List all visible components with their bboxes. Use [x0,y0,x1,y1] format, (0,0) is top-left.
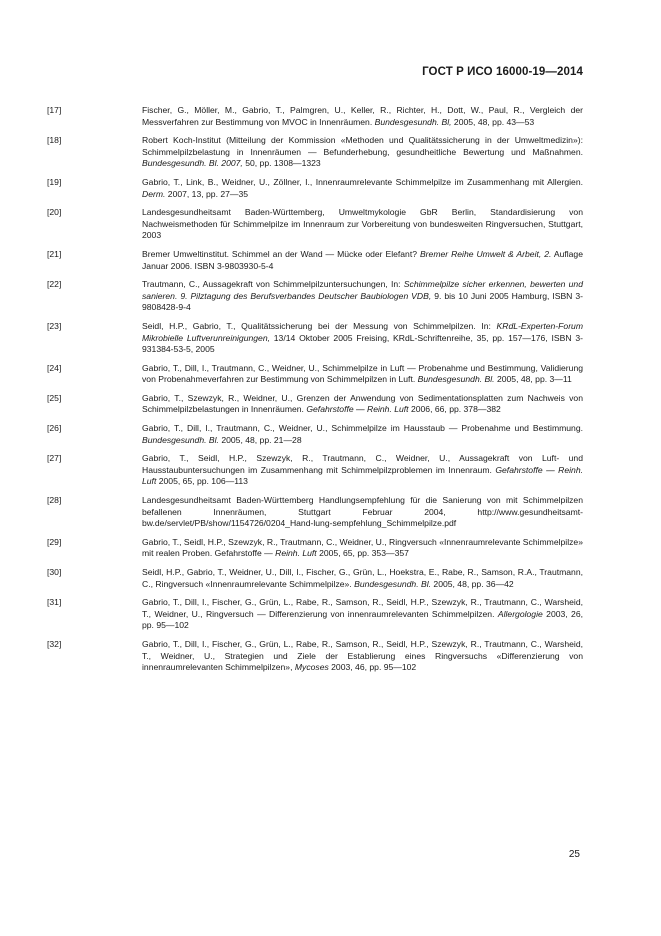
reference-italic-segment: Gefahrstoffe — Reinh. Luft [142,464,583,487]
reference-segment: Gabrio, T., Dill, I., Trautmann, C., Weidner, U., Schimmelpilze im Hausstaub — Probenahme und Bestimmung. [142,423,583,434]
reference-entry [47,495,583,530]
reference-segment: Gabrio, T., Seidl, H.P., Szewzyk, R., Trautmann, C., Weidner, U., Ringversuch «Innenraumrelevante Schimmelpilze» mit realen Proben. Gefahrstoffe — [142,536,583,559]
reference-number: [19] [47,176,62,187]
reference-text [142,207,583,242]
reference-text [142,177,583,200]
reference-segment: Trautmann, C., Aussagekraft von Schimmelpilzuntersuchungen, In: [142,279,404,290]
reference-italic-segment: Bundesgesundh. Bl. [354,578,432,589]
reference-segment: Gabrio, T., Dill, I., Fischer, G., Grün, L., Rabe, R., Samson, R., Seidl, H.P., Szewzyk, R., Trautmann, C., Warsheid, T., Weidner, U., Ringversuch — Differenzierung von innenraumrelevanten Schimmelpilzen. [142,597,583,619]
reference-number: [22] [47,279,62,290]
reference-italic-segment: Reinh. Luft [275,548,317,559]
reference-number: [21] [47,248,62,259]
reference-text [142,639,583,674]
reference-number: [24] [47,362,62,373]
reference-segment: 2005, 65, pp. 353—357 [316,548,409,559]
reference-italic-segment: Bremer Reihe Umwelt & Arbeit, 2. [419,248,552,259]
reference-text [142,105,583,128]
reference-text [142,135,583,170]
reference-number: [20] [47,207,62,218]
reference-entry [47,393,583,416]
reference-entry [47,321,583,356]
reference-segment: 2006, 66, pp. 378—382 [408,404,501,415]
reference-number: [31] [47,597,62,608]
reference-entry [47,597,583,632]
reference-segment: Landesgesundheitsamt Baden-Württemberg, Umweltmykologie GbR Berlin, Standardisierung von Nachweismethoden für Schimmelpilze im Innenraum zur Vorbereitung von bundesweiten Ringversuchen, Stuttgart, 2003 [142,207,583,241]
reference-entry [47,537,583,560]
reference-italic-segment: Gefahrstoffe — Reinh. Luft [306,404,409,415]
reference-entry [47,363,583,386]
reference-text [142,393,583,416]
reference-segment: Robert Koch-Institut (Mitteilung der Kommission «Methoden und Qualitätssicherung in der Umweltmedizin»): Schimmelpilzbelastung in Innenräumen — Befunderhebung, gesundheitliche Bewertung und Maßnahmen. [142,135,583,157]
reference-number: [26] [47,423,62,434]
reference-segment: 2003, 46, pp. 95—102 [328,662,417,673]
reference-italic-segment: Bundesgesundh. Bl, [374,116,452,127]
reference-list [47,105,583,681]
reference-segment: Gabrio, T., Szewzyk, R., Weidner, U., Grenzen der Anwendung von Sedimentationsplatten zum Nachweis von Schimmelpilzbelastungen in Innenräumen. [142,392,583,415]
reference-entry [47,453,583,488]
reference-italic-segment: Bundesgesundh. Bl. 2007, [142,158,243,169]
reference-segment: Seidl, H.P., Gabrio, T., Qualitätssicherung bei der Messung von Schimmelpilzen. In: [142,320,497,331]
reference-segment: 13/14 Oktober 2005 Freising, KRdL-Schriftenreihe, 35, pp. 157—176, ISBN 3-931384-53-5, 2005 [142,332,583,355]
reference-segment: 50, pp. 1308—1323 [242,158,321,169]
document-header: ГОСТ Р ИСО 16000-19—2014 [422,66,583,78]
reference-italic-segment: Bundesgesundh. Bl. [417,374,495,385]
reference-segment: 2003, 26, pp. 95—102 [142,608,583,631]
reference-segment: 2005, 48, pp. 43—53 [451,116,535,127]
reference-segment: Seidl, H.P., Gabrio, T., Weidner, U., Dill, I., Fischer, G., Grün, L., Hoekstra, E., Rabe, R., Samson, R.A., Trautmann, C., Ringversuch «Innenraumrelevante Schimmelpilze». [142,567,583,589]
reference-segment: 9. bis 10 Juni 2005 Hamburg, ISBN 3-9808428-9-4 [142,290,583,313]
reference-text [142,495,583,530]
reference-entry [47,279,583,314]
reference-entry [47,423,583,446]
reference-number: [27] [47,453,62,464]
reference-entry [47,135,583,170]
reference-segment: 2005, 48, pp. 3—11 [494,374,572,385]
reference-entry [47,177,583,200]
reference-number: [30] [47,567,62,577]
reference-text [142,423,583,446]
reference-italic-segment: KRdL-Experten-Forum Mikrobielle Luftverunreinigungen, [142,320,583,343]
reference-segment: 2005, 48, pp. 36—42 [431,578,514,589]
reference-number: [32] [47,638,62,649]
reference-italic-segment: Derm. [142,188,166,199]
reference-text [142,249,583,272]
reference-segment: 2005, 48, pp. 21—28 [218,434,302,445]
reference-number: [28] [47,495,62,506]
reference-text [142,597,583,632]
reference-italic-segment: Schimmelpilze sicher erkennen, bewerten und sanieren. 9. Pilztagung des Berufsverbandes Deutscher Baubiologen VDB, [142,279,583,301]
page-number: 25 [568,849,580,860]
reference-text [142,537,583,560]
reference-segment: Landesgesundheitsamt Baden-Württemberg Handlungsempfehlung für die Sanierung von mit Schimmelpilzen befallenen Innenräumen, Stuttgart Februar 2004, http://www.gesundheitsamt-bw.de/servlet/PB/show/1154726/0204_Hand-lung-sempfehlung_Schimmelpilze.pdf [142,495,583,529]
reference-number: [29] [47,536,62,547]
reference-entry [47,639,583,674]
reference-italic-segment: Mycoses [294,662,329,673]
reference-segment: Gabrio, T., Link, B., Weidner, U., Zöllner, I., Innenraumrelevante Schimmelpilze im Zusammenhang mit Allergien. [142,176,583,187]
reference-text [142,279,583,314]
reference-text [142,453,583,488]
reference-segment: Gabrio, T., Dill, I., Trautmann, C., Weidner, U., Schimmelpilze in Luft — Probenahme und Bestimmung, Validierung von Probenahmeverfahren zur Bestimmung von Schimmelpilzen in Luft. [142,362,583,385]
reference-segment: Gabrio, T., Dill, I., Fischer, G., Grün, L., Rabe, R., Samson, R., Seidl, H.P., Szewzyk, R., Trautmann, C., Warsheid, T., Weidner, U., Strategien und Ziele der Establierung eines Ringversuchs «Differenzierung von innenraumrelevanten Schimmelpilzen», [142,638,583,673]
reference-segment: Gabrio, T., Seidl, H.P., Szewzyk, R., Trautmann, C., Weidner, U., Aussagekraft von Luft- und Hausstaubuntersuchungen im Zusammenhang mit Schimmelpilzproblemen im Innenraum. [142,453,583,475]
reference-entry [47,249,583,272]
reference-text [142,363,583,386]
reference-entry [47,567,583,590]
reference-segment: Auflage Januar 2006. ISBN 3-9803930-5-4 [142,248,583,271]
reference-entry [47,207,583,242]
reference-text [142,567,583,590]
reference-segment: 2007, 13, pp. 27—35 [165,188,249,199]
reference-entry [47,105,583,128]
reference-text [142,321,583,356]
reference-segment: 2005, 65, pp. 106—113 [156,476,248,487]
reference-number: [25] [47,392,62,403]
reference-number: [18] [47,135,62,146]
reference-italic-segment: Bundesgesundh. Bl. [142,434,219,445]
reference-number: [23] [47,320,62,331]
reference-segment: Bremer Umweltinstitut. Schimmel an der Wand — Mücke oder Elefant? [142,248,420,259]
reference-segment: Fischer, G., Möller, M., Gabrio, T., Palmgren, U., Keller, R., Richter, H., Dott, W., Paul, R., Vergleich der Messverfahren zur Bestimmung von MVOC in Innenräumen. [142,105,583,127]
reference-number: [17] [47,105,62,115]
reference-italic-segment: Allergologie [497,608,543,619]
